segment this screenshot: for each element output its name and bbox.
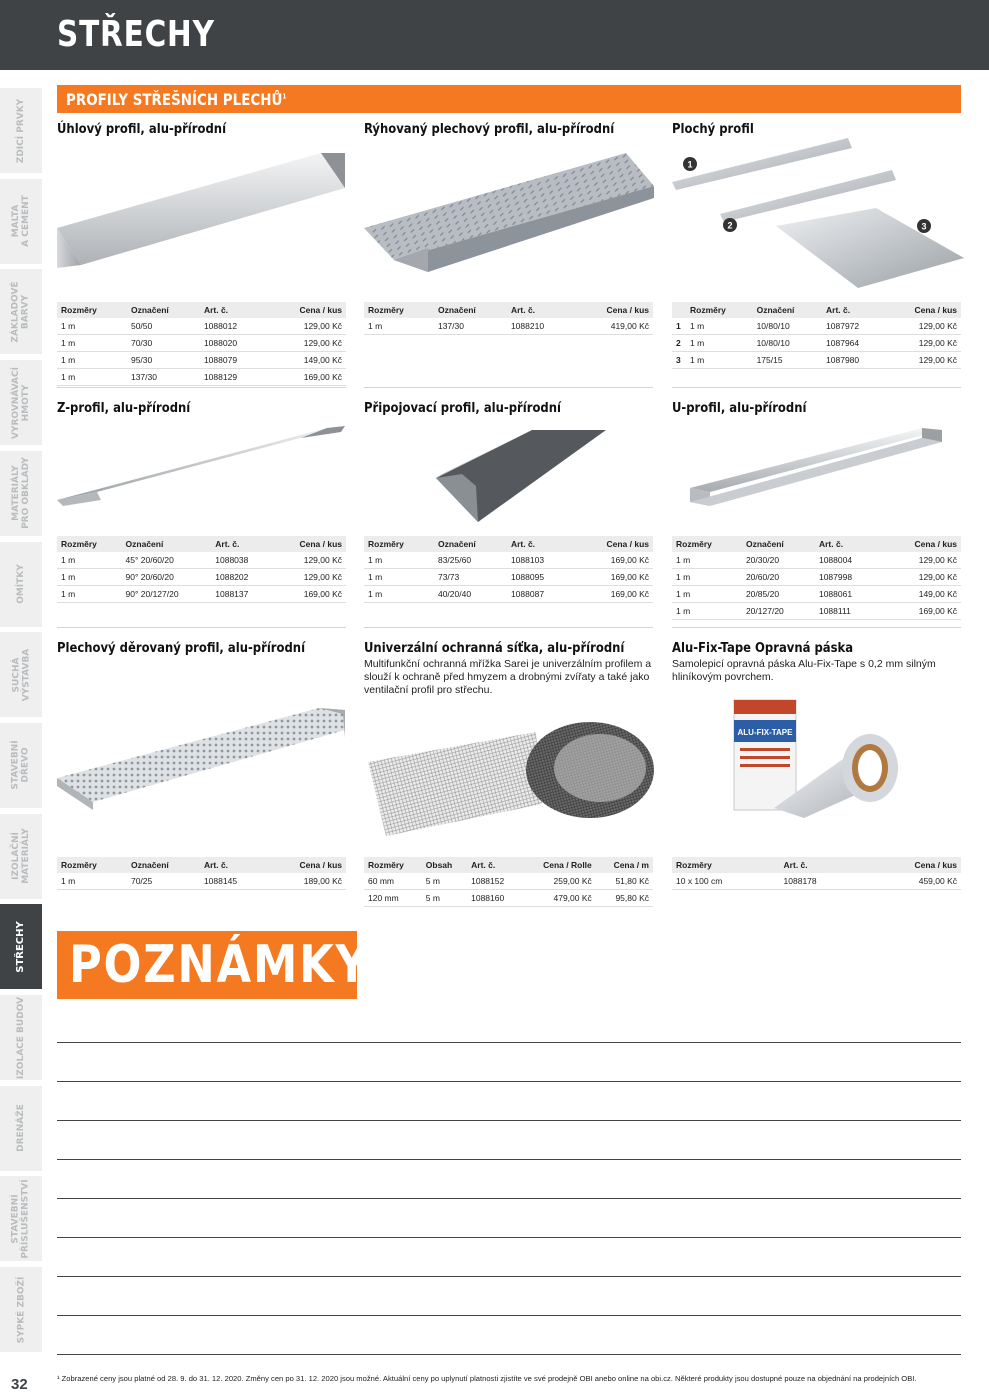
marker-2: 2 xyxy=(727,220,733,231)
perforated-profile-image xyxy=(57,700,347,815)
product-description: Multifunkční ochranná mřížka Sarei je univerzálním profilem a slouží k ochraně před hmyzem a drobnými zvířaty a také jako ventilační profil pro střechu. xyxy=(364,658,652,696)
ribbed-profile-image xyxy=(364,150,656,280)
product-title: Z-profil, alu-přírodní xyxy=(57,400,191,416)
product-title: Alu-Fix-Tape Opravná páska xyxy=(672,640,854,656)
spec-table-p7: Rozměry Označení Art. č. Cena / kus 1 m 70/25 1088145 189,00 Kč xyxy=(57,857,346,890)
sidebar-tab[interactable] xyxy=(0,995,42,1083)
table-row: 1 m 45° 20/60/20 1088038 129,00 Kč xyxy=(57,552,346,569)
note-line xyxy=(57,1159,961,1160)
table-row: 1 m 20/127/20 1088111 169,00 Kč xyxy=(672,602,961,619)
sidebar-tab-label: IZOLAČNÍ MATERIÁLY xyxy=(11,828,32,884)
marker-1: 1 xyxy=(687,159,693,170)
sidebar-tab-label: SUCHÁ VÝSTAVBA xyxy=(11,648,31,701)
spec-table-p9: Rozměry Art. č. Cena / kus 10 x 100 cm 1088178 459,00 Kč xyxy=(672,857,961,890)
footnote: ¹ Zobrazené ceny jsou platné od 28. 9. do 31. 12. 2020. Změny cen po 31. 12. 2020 jsou možné. Aktuální ceny po uplynutí platnosti zjistíte ve své prodejně OBI anebo online na obi.cz. Některé produkty jsou dostupné pouze na objednání na prodejních OBI. xyxy=(57,1374,917,1383)
connecting-profile-image xyxy=(436,426,608,526)
sidebar-tab-label: STŘECHY xyxy=(15,921,27,973)
note-line xyxy=(57,1081,961,1082)
table-row: 1 m 70/25 1088145 189,00 Kč xyxy=(57,873,346,890)
table-row: 1 m 90° 20/127/20 1088137 169,00 Kč xyxy=(57,586,346,603)
table-row: 1 m 137/30 1088129 169,00 Kč xyxy=(57,368,346,385)
sidebar-tab-label: MATERIÁLY PRO OBKLADY xyxy=(11,457,31,530)
spec-table-p2: Rozměry Označení Art. č. Cena / kus 1 m 137/30 1088210 419,00 Kč xyxy=(364,302,653,335)
product-description: Samolepicí opravná páska Alu-Fix-Tape s 0,2 mm silným hliníkovým povrchem. xyxy=(672,658,936,683)
spec-table-p1: Rozměry Označení Art. č. Cena / kus 1 m 50/50 1088012 129,00 Kč 1 m 70/30 1088020 129,00 Kč 1 m 95/30 1088079 149,00 Kč 1 m 137/30 1088129 169,00 Kč xyxy=(57,302,346,386)
product-title: Plochý profil xyxy=(672,121,754,137)
protective-mesh-image xyxy=(366,712,656,840)
marker-3: 3 xyxy=(921,221,927,232)
sidebar-tab[interactable] xyxy=(0,179,42,267)
sidebar-tab[interactable] xyxy=(0,632,42,720)
z-profile-image xyxy=(57,420,347,510)
sidebar-tab[interactable] xyxy=(0,542,42,630)
sidebar-tab-label: ZÁKLADOVÉ BARVY xyxy=(11,281,32,343)
sidebar-tab[interactable] xyxy=(0,1176,42,1264)
table-row: 1 m 20/85/20 1088061 149,00 Kč xyxy=(672,586,961,603)
divider xyxy=(57,627,346,628)
table-row: 1 m 83/25/60 1088103 169,00 Kč xyxy=(364,552,653,569)
tape-package-label: ALU-FIX-TAPE xyxy=(737,728,793,737)
divider xyxy=(364,387,653,388)
table-row: 60 mm 5 m 1088152 259,00 Kč 51,80 Kč xyxy=(364,873,653,890)
sidebar-tab-label: OMÍTKY xyxy=(16,564,26,604)
sidebar-tab[interactable] xyxy=(0,269,42,357)
product-perforated-profile xyxy=(57,640,346,656)
sidebar-tab-label: DRENÁŽE xyxy=(16,1104,27,1153)
sidebar-tab[interactable] xyxy=(0,814,42,902)
notes-heading-box xyxy=(57,931,370,999)
flat-profile-image xyxy=(672,138,964,298)
product-angle-profile xyxy=(57,121,346,137)
page-title: STŘECHY xyxy=(57,14,215,55)
table-row: 3 1 m 175/15 1087980 129,00 Kč xyxy=(672,352,961,369)
table-row: 1 m 20/60/20 1087998 129,00 Kč xyxy=(672,569,961,586)
sidebar-tab-label: VYROVNÁVACÍ HMOTY xyxy=(11,366,32,439)
sidebar-tab-label: IZOLACE BUDOV xyxy=(16,996,26,1079)
sidebar-tab-label: STAVEBNÍ PŘÍSLUŠENSTVÍ xyxy=(11,1179,31,1259)
product-connecting-profile xyxy=(364,400,653,416)
note-line xyxy=(57,1120,961,1121)
section-title-bar xyxy=(57,85,961,113)
product-alu-fix-tape xyxy=(672,640,961,684)
divider xyxy=(672,627,961,628)
product-flat-profile xyxy=(672,121,961,137)
spec-table-p5: Rozměry Označení Art. č. Cena / kus 1 m 83/25/60 1088103 169,00 Kč 1 m 73/73 1088095 169,00 Kč 1 m 40/20/40 1088087 169,00 Kč xyxy=(364,536,653,603)
spec-table-p4: Rozměry Označení Art. č. Cena / kus 1 m 45° 20/60/20 1088038 129,00 Kč 1 m 90° 20/60/20 1088202 129,00 Kč 1 m 90° 20/127/20 1088137 169,00 Kč xyxy=(57,536,346,603)
table-row: 1 m 90° 20/60/20 1088202 129,00 Kč xyxy=(57,569,346,586)
table-row: 1 m 50/50 1088012 129,00 Kč xyxy=(57,318,346,335)
spec-table-p3: Rozměry Označení Art. č. Cena / kus 1 1 m 10/80/10 1087972 129,00 Kč 2 1 m 10/80/10 1087964 129,00 Kč 3 1 m 175/15 1087980 129,00 Kč xyxy=(672,302,961,369)
table-row: 120 mm 5 m 1088160 479,00 Kč 95,80 Kč xyxy=(364,890,653,907)
divider xyxy=(57,387,346,388)
spec-table-p8: Rozměry Obsah Art. č. Cena / Rolle Cena / m 60 mm 5 m 1088152 259,00 Kč 51,80 Kč 120 mm 5 m 1088160 479,00 Kč 95,80 Kč xyxy=(364,857,653,907)
divider xyxy=(364,627,653,628)
table-row: 1 1 m 10/80/10 1087972 129,00 Kč xyxy=(672,318,961,335)
sidebar-tab-label: ZDICÍ PRVKY xyxy=(16,98,27,163)
sidebar-tab-label: STAVEBNÍ DŘEVO xyxy=(11,740,32,790)
table-row: 2 1 m 10/80/10 1087964 129,00 Kč xyxy=(672,335,961,352)
product-title: Plechový děrovaný profil, alu-přírodní xyxy=(57,640,306,656)
table-row: 1 m 20/30/20 1088004 129,00 Kč xyxy=(672,552,961,569)
page-number: 32 xyxy=(11,1376,28,1393)
product-title: U-profil, alu-přírodní xyxy=(672,400,807,416)
product-z-profile xyxy=(57,400,346,416)
sidebar-tab[interactable] xyxy=(0,1267,42,1355)
table-row: 1 m 137/30 1088210 419,00 Kč xyxy=(364,318,653,335)
product-title: Univerzální ochranná síťka, alu-přírodní xyxy=(364,640,625,656)
product-protective-mesh xyxy=(364,640,653,697)
section-title: PROFILY STŘEŠNÍCH PLECHŮ xyxy=(66,90,283,109)
spec-table-p6: Rozměry Označení Art. č. Cena / kus 1 m 20/30/20 1088004 129,00 Kč 1 m 20/60/20 1087998 129,00 Kč 1 m 20/85/20 1088061 149,00 Kč 1 m 20/127/20 1088111 169,00 Kč xyxy=(672,536,961,620)
sidebar-tab-label: SYPKÉ ZBOŽÍ xyxy=(16,1276,27,1343)
alu-fix-tape-image xyxy=(730,692,902,822)
product-title: Připojovací profil, alu-přírodní xyxy=(364,400,561,416)
angle-profile-image xyxy=(57,150,347,275)
u-profile-image xyxy=(686,420,946,510)
page-header xyxy=(0,0,989,70)
note-line xyxy=(57,1315,961,1316)
table-row: 1 m 95/30 1088079 149,00 Kč xyxy=(57,352,346,369)
sidebar-tab[interactable] xyxy=(0,451,42,539)
sidebar-tab[interactable] xyxy=(0,360,42,448)
category-sidebar xyxy=(0,88,42,1358)
notes-title: POZNÁMKY xyxy=(69,935,370,995)
sidebar-tab-label: MALTA A CEMENT xyxy=(11,195,32,248)
note-line xyxy=(57,1198,961,1199)
note-line xyxy=(57,1276,961,1277)
product-title: Rýhovaný plechový profil, alu-přírodní xyxy=(364,121,615,137)
sidebar-tab[interactable] xyxy=(0,904,42,992)
divider xyxy=(672,387,961,388)
product-title: Úhlový profil, alu-přírodní xyxy=(57,121,227,137)
table-row: 1 m 70/30 1088020 129,00 Kč xyxy=(57,335,346,352)
sidebar-tab[interactable] xyxy=(0,1086,42,1174)
product-ribbed-profile xyxy=(364,121,653,137)
product-u-profile xyxy=(672,400,961,416)
note-line xyxy=(57,1042,961,1043)
table-row: 10 x 100 cm 1088178 459,00 Kč xyxy=(672,873,961,890)
note-line xyxy=(57,1354,961,1355)
sidebar-tab[interactable] xyxy=(0,723,42,811)
sidebar-tab[interactable] xyxy=(0,88,42,176)
footnote-mark: 1 xyxy=(282,92,287,101)
note-line xyxy=(57,1237,961,1238)
table-row: 1 m 40/20/40 1088087 169,00 Kč xyxy=(364,586,653,603)
table-row: 1 m 73/73 1088095 169,00 Kč xyxy=(364,569,653,586)
